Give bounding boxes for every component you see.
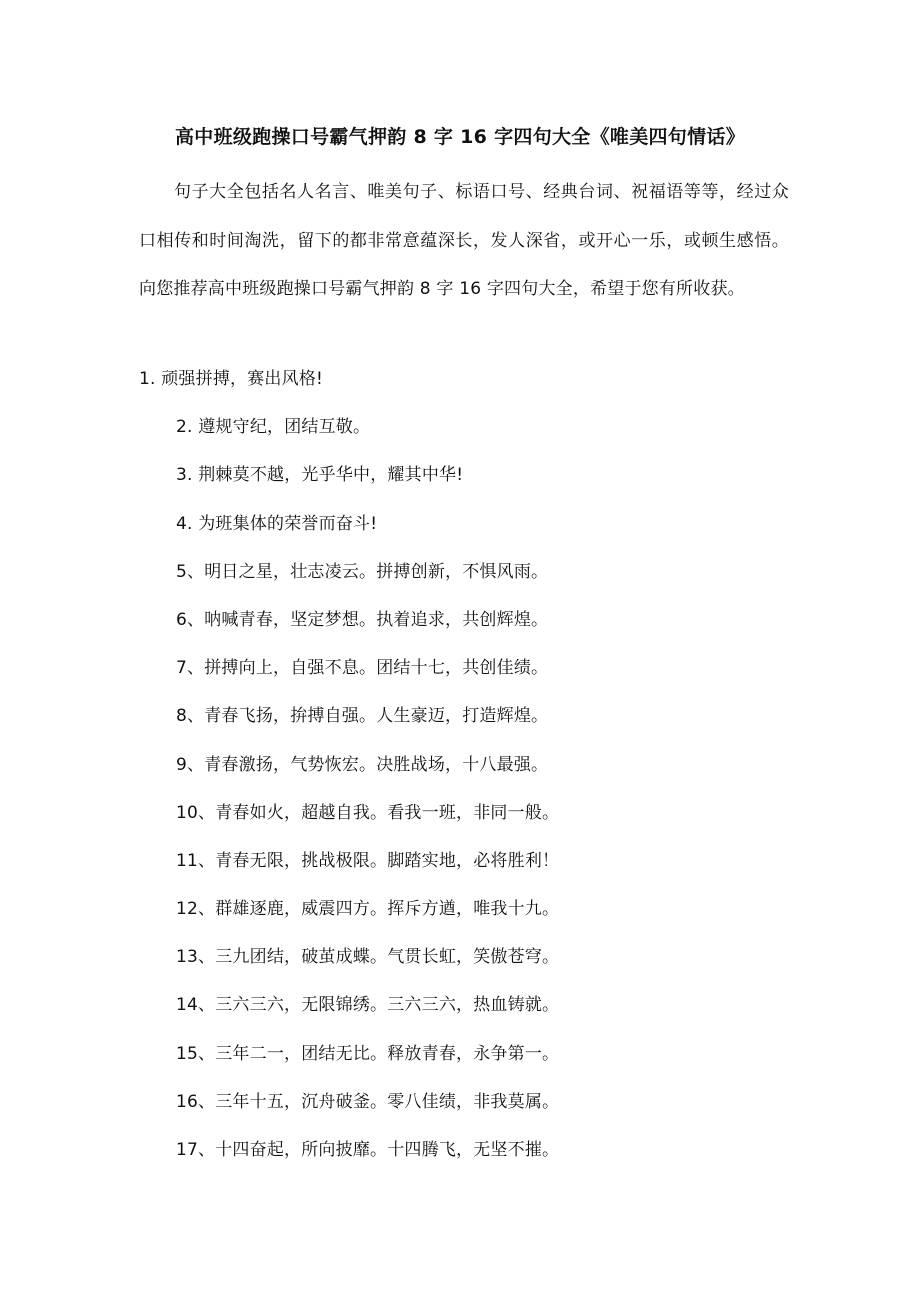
list-item: 14、三六三六，无限锦绣。三六三六，热血铸就。 <box>176 995 560 1016</box>
list-item: 8、青春飞扬，拚搏自强。人生豪迈，打造辉煌。 <box>176 706 549 727</box>
list-item: 4. 为班集体的荣誉而奋斗! <box>176 513 378 534</box>
list-item: 12、群雄逐鹿，威震四方。挥斥方遒，唯我十九。 <box>176 899 560 920</box>
list-item: 2. 遵规守纪，团结互敬。 <box>176 417 371 438</box>
intro-paragraph: 句子大全包括名人名言、唯美句子、标语口号、经典台词、祝福语等等，经过众口相传和时间淘洗，留下的都非常意蕴深长，发人深省，或开心一乐，或顿生感悟。向您推荐高中班级跑操口号霸气押韵 8 字 16 字四句大全，希望于您有所收获。 <box>139 182 789 299</box>
list-item: 3. 荆棘莫不越，光乎华中，耀其中华! <box>176 465 464 486</box>
list-item: 6、呐喊青春，坚定梦想。执着追求，共创辉煌。 <box>176 609 549 630</box>
list-item: 5、明日之星，壮志凌云。拼搏创新，不惧风雨。 <box>176 561 549 582</box>
list-item: 16、三年十五，沉舟破釜。零八佳绩，非我莫属。 <box>176 1091 560 1112</box>
list-item: 17、十四奋起，所向披靡。十四腾飞，无坚不摧。 <box>176 1140 560 1160</box>
list-item: 9、青春激扬，气势恢宏。决胜战场，十八最强。 <box>176 754 549 775</box>
list-item: 10、青春如火，超越自我。看我一班，非同一般。 <box>176 802 560 823</box>
document-title: 高中班级跑操口号霸气押韵 8 字 16 字四句大全《唯美四句情话》 <box>174 126 746 148</box>
list-item: 7、拼搏向上，自强不息。团结十七，共创佳绩。 <box>176 658 549 679</box>
list-item: 1. 顽强拼搏，赛出风格! <box>139 369 324 389</box>
slogan-list <box>0 358 920 1177</box>
list-item: 11、青春无限，挑战极限。脚踏实地，必将胜利！ <box>176 850 560 871</box>
list-item: 13、三九团结，破茧成蝶。气贯长虹，笑傲苍穹。 <box>176 947 560 968</box>
list-item: 15、三年二一，团结无比。释放青春，永争第一。 <box>176 1043 560 1064</box>
